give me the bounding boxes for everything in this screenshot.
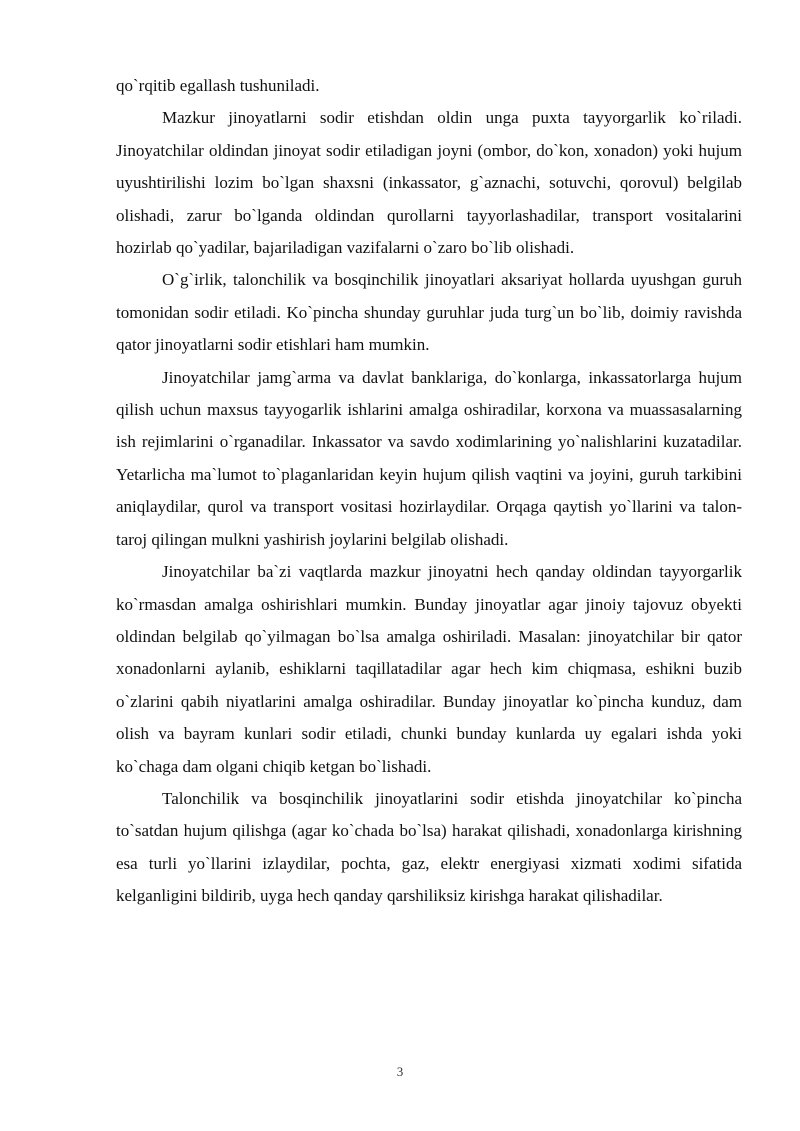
paragraph-preparation: Mazkur jinoyatlarni sodir etishdan oldin unga puxta tayyorgarlik ko`riladi. Jinoyatchilar oldindan jinoyat sodir etiladigan joyni (ombor, do`kon, xonadon) yoki hujum uyushtirilishi lozim bo`lgan shaxsni (inkassator, g`aznachi, sotuvchi, qorovul) belgilab olishadi, zarur bo`lganda oldindan qurollarni tayyorlashadilar, transport vositalarini hozirlab qo`yadilar, bajariladigan vazifalarni o`zaro bo`lib olishadi. [116,108,742,258]
paragraph-organized-groups: O`g`irlik, talonchilik va bosqinchilik jinoyatlari aksariyat hollarda uyushgan guruh tomonidan sodir etiladi. Ko`pincha shunday guruhlar juda turg`un bo`lib, doimiy ravishda qator jinoyatlarni sodir etishlari ham mumkin. [116,270,742,355]
paragraph-continuation: qo`rqitib egallash tushuniladi. [116,76,320,95]
document-page [116,70,742,913]
page-number: 3 [396,1064,404,1079]
paragraph-robbery-methods: Talonchilik va bosqinchilik jinoyatlarini sodir etishda jinoyatchilar ko`pincha to`satdan hujum qilishga (agar ko`chada bo`lsa) harakat qilishadi, xonadonlarga kirishning esa turli yo`llarini izlaydilar, pochta, gaz, elektr energiyasi xizmati xodimi sifatida kelganligini bildirib, uyga hech qanday qarshiliksiz kirishga harakat qilishadilar. [116,788,742,906]
paragraph-unprepared-crimes: Jinoyatchilar ba`zi vaqtlarda mazkur jinoyatni hech qanday oldindan tayyorgarlik ko`rmasdan amalga oshirishlari mumkin. Bunday jinoyatlar agar jinoiy tajovuz obyekti oldindan belgilab qo`yilmagan bo`lsa amalga oshiriladi. Masalan: jinoyatchilar bir qator xonadonlarni aylanib, eshiklarni taqillatadilar agar hech kim chiqmasa, eshikni buzib o`zlarini qabih niyatlarini amalga oshiradilar. Bunday jinoyatlar ko`pincha kunduz, dam olish va bayram kunlari sodir etiladi, chunki bunday kunlarda uy egalari ishda yoki ko`chaga dam olgani chiqib ketgan bo`lishadi. [116,562,742,776]
paragraph-bank-attacks: Jinoyatchilar jamg`arma va davlat banklariga, do`konlarga, inkassatorlarga hujum qilish uchun maxsus tayyogarlik ishlarini amalga oshiradilar, korxona va muassasalarning ish rejimlarini o`rganadilar. Inkassator va savdo xodimlarining yo`nalishlarini kuzatadilar. Yetarlicha ma`lumot to`plaganlaridan keyin hujum qilish vaqtini va joyini, guruh tarkibini aniqlaydilar, qurol va transport vositasi hozirlaydilar. Orqaga qaytish yo`llarini va talon-taroj qilingan mulkni yashirish joylarini belgilab olishadi. [116,367,742,549]
